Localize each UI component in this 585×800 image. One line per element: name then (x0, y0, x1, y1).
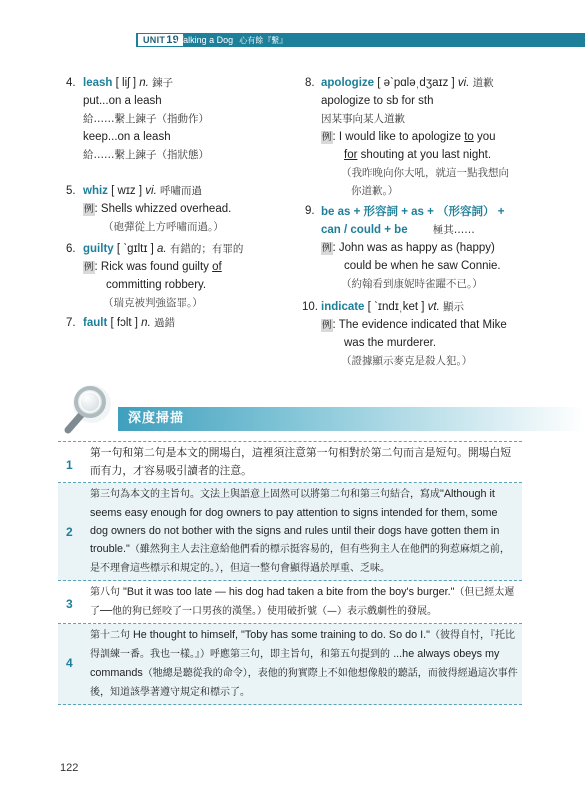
part-of-speech: vt. (427, 301, 440, 313)
example-translation: （瑞克被判強盜罪。） (103, 297, 203, 309)
example-keyword: for (344, 149, 358, 161)
definition-zh: 極其…… (432, 224, 475, 236)
note-quote: He thought to himself, "Toby has some training to do. So do I." (130, 629, 430, 641)
note-quote: "Although it seems easy enough for dog owners to pay attention to signs intended for them, some dog owners do not bother with the signs and rules until their dogs have gotten them in trouble." (90, 488, 500, 555)
pattern-part: be as + (321, 206, 364, 218)
note-text: （牠總是聽從我的命令），表他的狗實際上不如他想像般的聽話，而彼得經過這次事件後，知道該學著遵守規定和標示了。 (90, 668, 518, 698)
example-tag: 例 (322, 132, 332, 143)
example-sentence: : The evidence indicated that Mike (332, 319, 507, 331)
vocab-word: apologize (321, 77, 375, 89)
part-of-speech: vi. (457, 77, 470, 89)
entry-number: 5. (66, 185, 76, 197)
note-text: 第三句為本文的主旨句。文法上與語意上固然可以將第二句和第三句結合，寫成 (90, 489, 440, 500)
phrase: keep...on a leash (83, 131, 171, 143)
unit-title (175, 33, 287, 47)
phonetic: [ ˋgɪltɪ ] (116, 243, 154, 255)
note-quote: "But it was too late — his dog had taken a bite from the boy's burger." (120, 586, 455, 598)
example-translation: （證據顯示麥克是殺人犯。） (341, 355, 473, 367)
note-item (58, 581, 522, 624)
phonetic: [ liʃ ] (115, 77, 137, 89)
example-keyword: of (212, 261, 222, 273)
note-text: 第一句和第二句是本文的開場白，這裡須注意第一句相對於第二句而言是短句。開場白短而有力，才容易吸引讀者的注意。 (90, 447, 512, 477)
definition-zh: 顯示 (442, 301, 464, 313)
vocab-entry-whiz (66, 182, 286, 240)
note-number: 1 (66, 458, 73, 472)
example-tag: 例 (84, 204, 94, 215)
entry-number: 9. (305, 205, 315, 217)
part-of-speech: vi. (145, 185, 157, 197)
definition-zh: 鍊子 (152, 77, 174, 89)
phrase: put...on a leash (83, 95, 162, 107)
vocab-word: indicate (321, 301, 365, 313)
example-sentence: you (473, 131, 496, 143)
magnifier-icon (60, 380, 116, 436)
vocab-column-right (302, 74, 542, 372)
vocab-word: whiz (83, 185, 108, 197)
pattern-line2: can / could + be (321, 224, 408, 236)
vocab-entry-guilty (66, 240, 286, 314)
example-tag: 例 (322, 243, 332, 254)
vocab-word: leash (83, 77, 113, 89)
example-sentence-cont: committing robbery. (106, 279, 207, 291)
vocab-entry-leash (66, 74, 286, 182)
definition-zh: 呼嘯而過 (159, 185, 202, 197)
pattern-part: + (494, 206, 505, 218)
vocab-entry-fault (66, 314, 286, 334)
phonetic: [ wɪz ] (111, 185, 143, 197)
vocab-word: guilty (83, 243, 114, 255)
vocab-entry-indicate (302, 298, 542, 372)
vocab-column-left (66, 74, 286, 334)
entry-number: 8. (305, 77, 315, 89)
note-item (58, 483, 522, 581)
entry-number: 10. (302, 301, 318, 313)
phonetic: [ əˋpɑləˌdʒaɪz ] (377, 77, 455, 89)
note-text: （但已經太遲了──他的狗已經咬了一口男孩的漢堡。）使用破折號（—）表示戲劇性的發展。 (90, 587, 515, 617)
note-item (58, 624, 522, 705)
entry-number: 7. (66, 317, 76, 329)
note-text: （雖然狗主人去注意給他們看的標示挺容易的，但有些狗主人在他們的狗惹麻煩之前，是不理會這些標示和規定的。），但這一整句會顯得過於厚重、乏味。 (90, 544, 510, 574)
note-number: 2 (66, 525, 73, 539)
definition-zh: 過錯 (153, 317, 175, 329)
example-keyword: to (464, 131, 474, 143)
example-translation-cont: 你道歉。） (351, 185, 399, 197)
note-text: 第十二句 (90, 630, 130, 641)
part-of-speech: a. (157, 243, 167, 255)
notes-list (58, 441, 522, 705)
example-sentence: : Rick was found guilty (94, 261, 213, 273)
example-translation: （我昨晚向你大吼，就這一點我想向 (341, 167, 509, 179)
section-banner-bar (118, 407, 585, 431)
note-number: 4 (66, 656, 73, 670)
example-sentence: : I would like to apologize (332, 131, 465, 143)
note-number: 3 (66, 597, 73, 611)
note-quote: ...he always obeys my commands (90, 648, 500, 679)
example-sentence: : John was as happy as (happy) (332, 242, 495, 254)
example-sentence-cont: shouting at you last night. (357, 149, 492, 161)
page-number: 122 (60, 762, 79, 774)
note-item (58, 441, 522, 483)
example-sentence: : Shells whizzed overhead. (94, 203, 232, 215)
phonetic: [ ˋɪndɪˌket ] (367, 301, 425, 313)
note-text: （彼得自忖，『托比得訓練一番。我也一樣。』）呼應第三句，即主旨句，和第五句提到的 (90, 630, 515, 660)
unit-label: UNIT (143, 35, 166, 45)
definition-zh: 道歉 (472, 77, 494, 89)
part-of-speech: n. (139, 77, 149, 89)
part-of-speech: n. (141, 317, 151, 329)
example-tag: 例 (84, 262, 94, 273)
example-sentence-cont: was the murderer. (344, 337, 437, 349)
unit-number: 19 (166, 34, 180, 46)
vocab-entry-be-as (302, 202, 542, 298)
phrase-zh: 給……繫上鍊子（指動作） (83, 113, 209, 125)
entry-number: 6. (66, 243, 76, 255)
example-translation: （砲彈從上方呼嘯而過。） (103, 221, 224, 233)
pattern-part-zh: 形容詞 (363, 204, 399, 218)
entry-number: 4. (66, 77, 76, 89)
phrase: apologize to sb for sth (321, 95, 434, 107)
pattern-part-zh: （形容詞） (437, 204, 495, 218)
phonetic: [ fɔlt ] (110, 317, 138, 329)
pattern-part: + as + (398, 206, 438, 218)
section-title: 深度掃描 (128, 411, 185, 426)
vocab-entry-apologize (302, 74, 542, 202)
vocab-word: fault (83, 317, 108, 329)
unit-title-zh: 心有餘『繫』 (239, 36, 288, 45)
example-tag: 例 (322, 320, 332, 331)
definition-zh: 有錯的；有罪的 (169, 243, 244, 255)
note-text: 第八句 (90, 587, 120, 598)
phrase-zh: 因某事向某人道歉 (321, 113, 405, 125)
example-translation: （約翰看到康妮時雀躍不已。） (341, 278, 483, 290)
phrase-zh: 給……繫上鍊子（指狀態） (83, 149, 209, 161)
unit-title-en: Walking a Dog (175, 35, 234, 45)
example-sentence-cont: could be when he saw Connie. (344, 260, 501, 272)
